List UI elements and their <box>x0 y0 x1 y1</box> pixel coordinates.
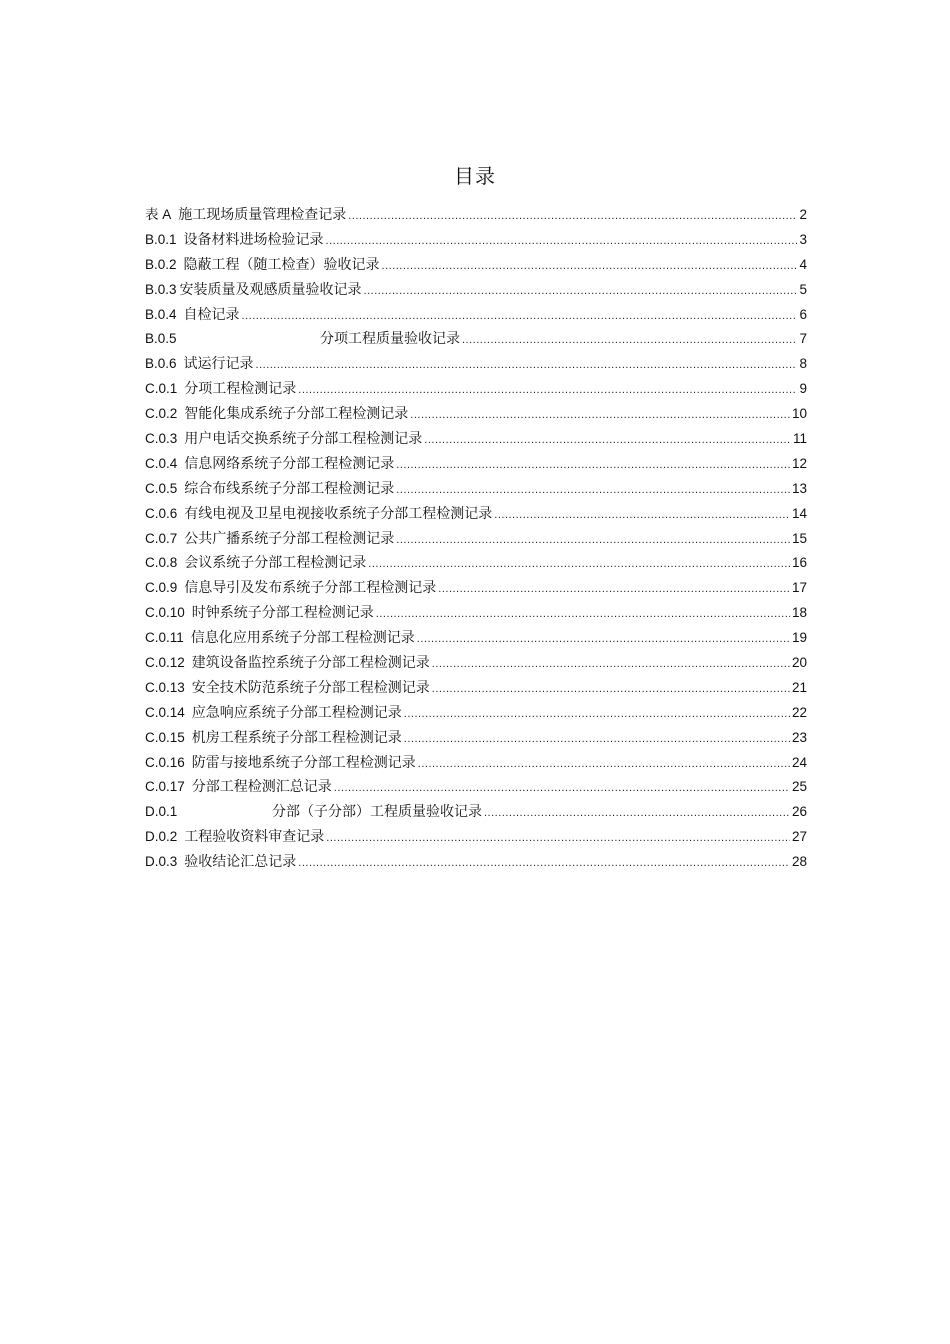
toc-page-number: 4 <box>799 256 807 272</box>
toc-leader <box>404 702 790 727</box>
toc-leader <box>396 453 790 478</box>
toc-page-number: 15 <box>791 530 807 546</box>
toc-entry[interactable] <box>145 377 807 402</box>
toc-entry[interactable] <box>145 303 807 328</box>
toc-text: 信息网络系统子分部工程检测记录 <box>184 455 395 472</box>
toc-code: C.0.8 <box>145 555 178 571</box>
toc-code: B.0.6 <box>145 356 177 372</box>
toc-entry[interactable] <box>145 726 807 751</box>
toc-page-number: 23 <box>791 729 807 745</box>
toc-code: C.0.17 <box>145 779 185 795</box>
toc-code: C.0.5 <box>145 480 178 496</box>
toc-leader <box>410 403 790 428</box>
toc-leader <box>326 826 790 851</box>
toc-page-number: 13 <box>791 480 807 496</box>
toc-leader <box>484 801 790 826</box>
toc-entry[interactable] <box>145 701 807 726</box>
toc-text: 时钟系统子分部工程检测记录 <box>191 605 374 622</box>
toc-entry[interactable] <box>145 775 807 800</box>
toc-text: 智能化集成系统子分部工程检测记录 <box>184 406 409 423</box>
toc-leader <box>242 304 798 329</box>
toc-entry[interactable] <box>145 203 807 228</box>
toc-entry[interactable] <box>145 825 807 850</box>
toc-leader <box>432 677 790 702</box>
toc-code: C.0.13 <box>145 679 185 695</box>
toc-entry[interactable] <box>145 452 807 477</box>
toc-text: 试运行记录 <box>183 356 254 373</box>
toc-page-number: 9 <box>799 381 807 397</box>
toc-leader <box>298 378 797 403</box>
toc-leader <box>326 229 798 254</box>
toc-page-number: 22 <box>791 704 807 720</box>
toc-code: C.0.1 <box>145 381 178 397</box>
toc-code: B.0.3 <box>145 281 177 297</box>
toc-page-number: 2 <box>799 207 807 222</box>
toc-code: 表 A <box>145 207 172 222</box>
toc-text: 用户电话交换系统子分部工程检测记录 <box>184 431 423 448</box>
toc-leader <box>382 254 798 279</box>
toc-entry[interactable] <box>145 751 807 776</box>
toc-entry[interactable] <box>145 253 807 278</box>
toc-entry[interactable] <box>145 278 807 303</box>
toc-page-number: 27 <box>791 829 807 845</box>
toc-page-number: 8 <box>799 356 807 372</box>
toc-text: 分项工程检测记录 <box>184 381 297 398</box>
toc-text: 分部（子分部）工程质量验收记录 <box>272 804 482 821</box>
toc-code: B.0.1 <box>145 231 177 247</box>
toc-page-number: 7 <box>799 331 807 347</box>
toc-text: 隐蔽工程（随工检查）验收记录 <box>183 256 380 273</box>
toc-code: C.0.14 <box>145 704 185 720</box>
toc-text: 应急响应系统子分部工程检测记录 <box>191 704 402 721</box>
toc-text: 建筑设备监控系统子分部工程检测记录 <box>191 655 430 672</box>
toc-page-number: 11 <box>792 431 807 447</box>
toc-entry[interactable] <box>145 402 807 427</box>
toc-leader <box>364 279 798 304</box>
toc-leader <box>494 503 790 528</box>
toc-code: D.0.2 <box>145 829 178 845</box>
toc-page-number: 21 <box>791 679 807 695</box>
toc-code: C.0.11 <box>145 630 184 646</box>
toc-page-number: 26 <box>791 804 807 820</box>
toc-page-number: 20 <box>791 655 807 671</box>
toc-code: C.0.4 <box>145 455 178 471</box>
toc-code: B.0.2 <box>145 256 177 272</box>
toc-code: C.0.9 <box>145 580 178 596</box>
toc-code: B.0.4 <box>145 306 177 322</box>
toc-text: 分部工程检测汇总记录 <box>191 779 332 796</box>
toc-entry[interactable] <box>145 601 807 626</box>
toc-code: C.0.6 <box>145 505 178 521</box>
toc-leader <box>438 577 790 602</box>
toc-code: C.0.12 <box>145 655 185 671</box>
toc-text: 验收结论汇总记录 <box>184 854 297 871</box>
toc-text: 有线电视及卫星电视接收系统子分部工程检测记录 <box>184 505 493 522</box>
toc-code: B.0.5 <box>145 331 177 347</box>
toc-leader <box>417 627 790 652</box>
toc-leader <box>298 851 790 876</box>
toc-entry[interactable] <box>145 477 807 502</box>
toc-entry[interactable] <box>145 626 807 651</box>
toc-entry[interactable] <box>145 427 807 452</box>
toc-code: C.0.2 <box>145 406 178 422</box>
toc-text: 安全技术防范系统子分部工程检测记录 <box>191 679 430 696</box>
toc-leader <box>424 428 791 453</box>
toc-leader <box>376 602 790 627</box>
toc-text: 信息导引及发布系统子分部工程检测记录 <box>184 580 437 597</box>
toc-text: 安装质量及观感质量验收记录 <box>179 281 362 298</box>
toc-text: 综合布线系统子分部工程检测记录 <box>184 480 395 497</box>
toc-leader <box>418 752 790 777</box>
toc-leader <box>462 328 797 353</box>
toc-leader <box>432 652 790 677</box>
toc-page-number: 24 <box>791 754 807 770</box>
toc-code: C.0.3 <box>145 431 178 447</box>
toc-page-number: 5 <box>799 281 807 297</box>
toc-text: 施工现场质量管理检查记录 <box>178 207 347 223</box>
toc-entry[interactable] <box>145 551 807 576</box>
toc-leader <box>396 528 790 553</box>
toc-code: D.0.3 <box>145 854 178 870</box>
toc-page-number: 3 <box>799 231 807 247</box>
toc-entry[interactable] <box>145 527 807 552</box>
toc-text: 防雷与接地系统子分部工程检测记录 <box>191 754 416 771</box>
toc-text: 设备材料进场检验记录 <box>183 231 324 248</box>
toc-page-number: 16 <box>791 555 807 571</box>
toc-text: 公共广播系统子分部工程检测记录 <box>184 530 395 547</box>
toc-entry[interactable] <box>145 850 807 875</box>
toc-text: 机房工程系统子分部工程检测记录 <box>191 729 402 746</box>
toc-leader <box>368 552 790 577</box>
toc-entry[interactable] <box>145 327 807 352</box>
toc-text: 会议系统子分部工程检测记录 <box>184 555 367 572</box>
toc-page-number: 18 <box>791 605 807 621</box>
toc-leader <box>334 776 790 801</box>
toc-text: 工程验收资料审查记录 <box>184 829 325 846</box>
toc-leader <box>404 727 790 752</box>
toc-code: C.0.10 <box>145 605 185 621</box>
toc-code: C.0.7 <box>145 530 178 546</box>
toc-text: 分项工程质量验收记录 <box>320 331 460 348</box>
toc-text: 自检记录 <box>183 306 240 323</box>
page-title: 目录 <box>454 164 496 188</box>
toc-page-number: 17 <box>791 580 807 596</box>
toc-entry[interactable] <box>145 502 807 527</box>
toc-page-number: 6 <box>799 306 807 322</box>
toc-code: D.0.1 <box>145 804 178 820</box>
toc-leader <box>396 478 790 503</box>
toc-entry[interactable] <box>145 352 807 377</box>
toc-entry[interactable] <box>145 651 807 676</box>
toc-entry[interactable] <box>145 228 807 253</box>
toc-page-number: 12 <box>791 455 807 471</box>
toc-code: C.0.16 <box>145 754 185 770</box>
table-of-contents <box>145 203 807 875</box>
toc-entry[interactable] <box>145 576 807 601</box>
toc-leader <box>348 204 797 229</box>
toc-code: C.0.15 <box>145 729 185 745</box>
toc-page-number: 25 <box>791 779 807 795</box>
toc-page-number: 28 <box>791 854 807 870</box>
toc-text: 信息化应用系统子分部工程检测记录 <box>190 630 415 647</box>
toc-entry[interactable] <box>145 676 807 701</box>
toc-entry[interactable] <box>145 800 807 825</box>
toc-leader <box>256 353 798 378</box>
toc-page-number: 14 <box>791 505 807 521</box>
toc-page-number: 19 <box>791 630 807 646</box>
toc-page-number: 10 <box>791 406 807 422</box>
